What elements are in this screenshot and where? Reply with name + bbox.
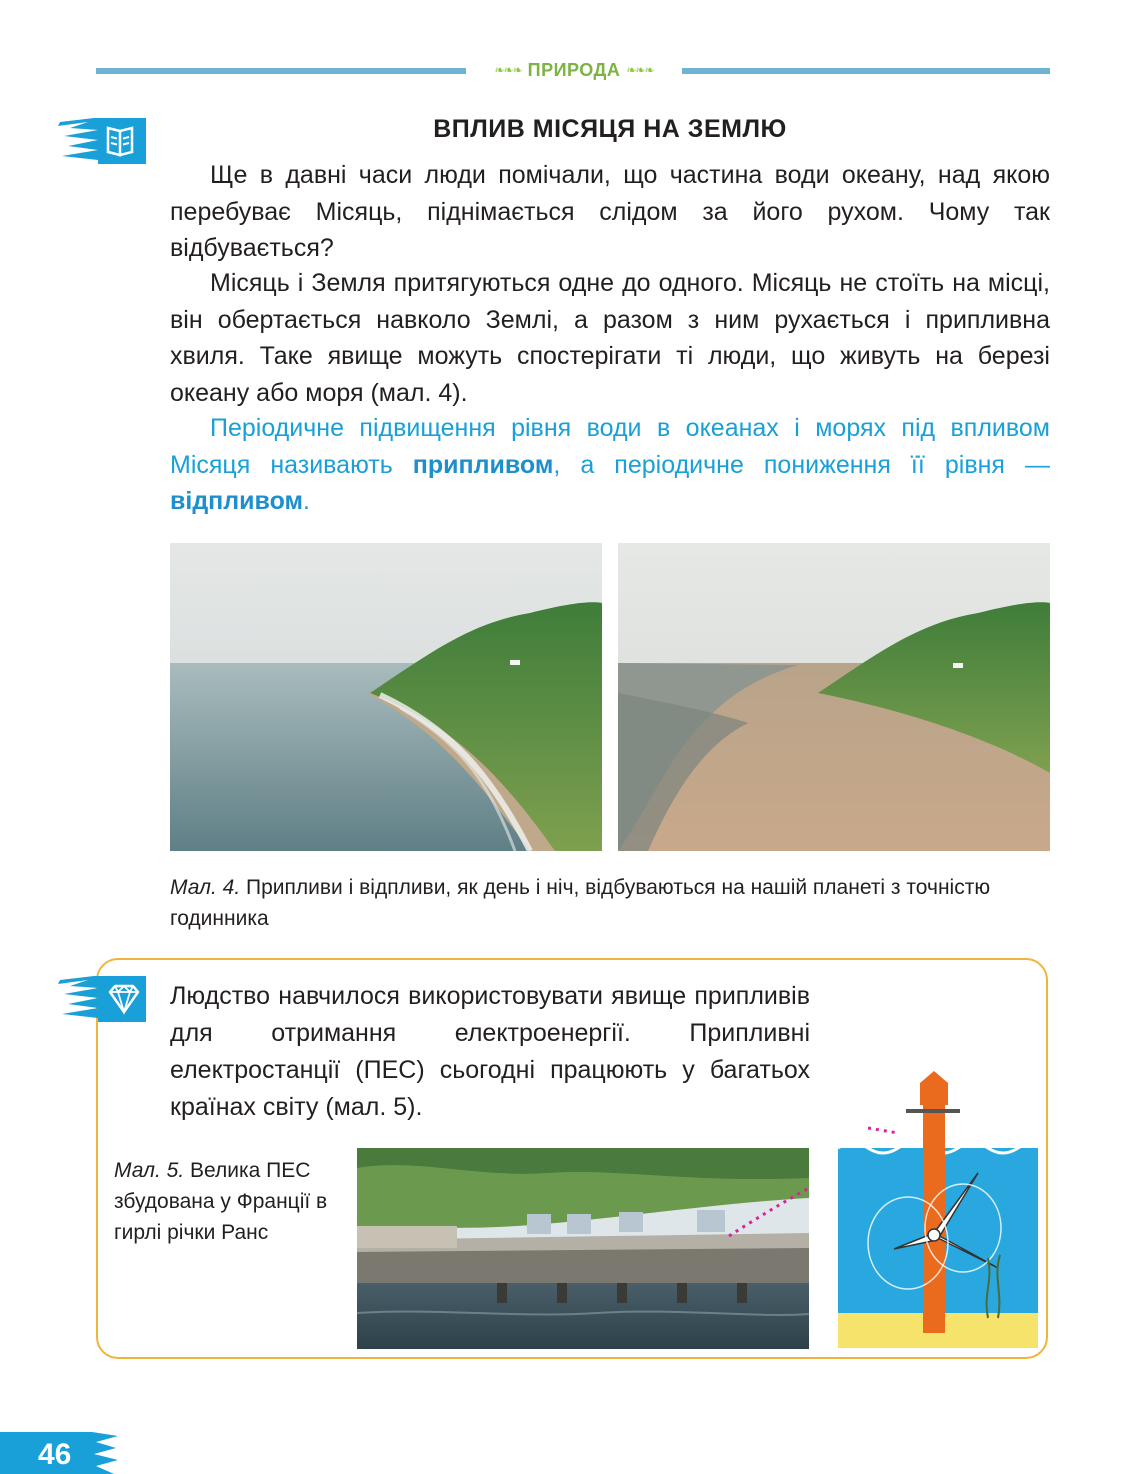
definition-paragraph bbox=[170, 410, 1050, 520]
definition-text-c: . bbox=[303, 487, 310, 515]
leaf-ornament-right-icon: ❧❧❧ bbox=[626, 63, 654, 77]
figure-5-text: Велика ПЕС збудована у Франції в гирлі річки Ранс bbox=[114, 1159, 328, 1244]
figure-4-caption bbox=[170, 872, 1030, 934]
figure-4-text: Припливи і відпливи, як день і ніч, відбуваються на нашій планеті з точністю годинника bbox=[170, 876, 991, 930]
term-low-tide: відпливом bbox=[170, 487, 304, 515]
low-tide-photo bbox=[618, 543, 1050, 851]
high-tide-photo bbox=[170, 543, 602, 851]
tidal-power-station-photo bbox=[357, 1148, 809, 1349]
figure-5-caption bbox=[114, 1155, 344, 1248]
figure-5-label: Мал. 5. bbox=[114, 1159, 185, 1182]
definition-text-a: Періодичне підвищення рівня води в океанах і морях під впливом Місяця називають bbox=[170, 414, 1050, 479]
paragraph-1: Ще в давні часи люди помічали, що частина води океану, над якою перебуває Місяць, піднімається слідом за його рухом. Чому так відбувається? bbox=[170, 161, 1050, 262]
definition-text-b: , а періодичне пониження її рівня — bbox=[553, 450, 1050, 479]
page-title: ВПЛИВ МІСЯЦЯ НА ЗЕМЛЮ bbox=[433, 115, 787, 143]
section-header bbox=[466, 57, 682, 83]
tidal-turbine-illustration bbox=[838, 1043, 1038, 1348]
infobox-text: Людство навчилося використовувати явище припливів для отримання електроенергії. Припливні електростанції (ПЕС) сьогодні працюють у багатьох країнах світу (мал. 5). bbox=[170, 982, 810, 1121]
leaf-ornament-left-icon: ❧❧❧ bbox=[494, 63, 522, 77]
diamond-icon bbox=[58, 976, 146, 1022]
figure-4-label: Мал. 4. bbox=[170, 876, 241, 899]
term-high-tide: припливом bbox=[412, 450, 554, 479]
open-book-icon bbox=[58, 118, 146, 164]
section-label: ПРИРОДА bbox=[527, 59, 621, 80]
page-number: 46 bbox=[38, 1438, 72, 1471]
paragraph-2: Місяць і Земля притягуються одне до одного. Місяць не стоїть на місці, він обертається навколо Землі, а разом з ним рухається і припливна хвиля. Таке явище можуть спостерігати ті люди, що живуть на березі океану або моря (мал. 4). bbox=[170, 269, 1050, 407]
